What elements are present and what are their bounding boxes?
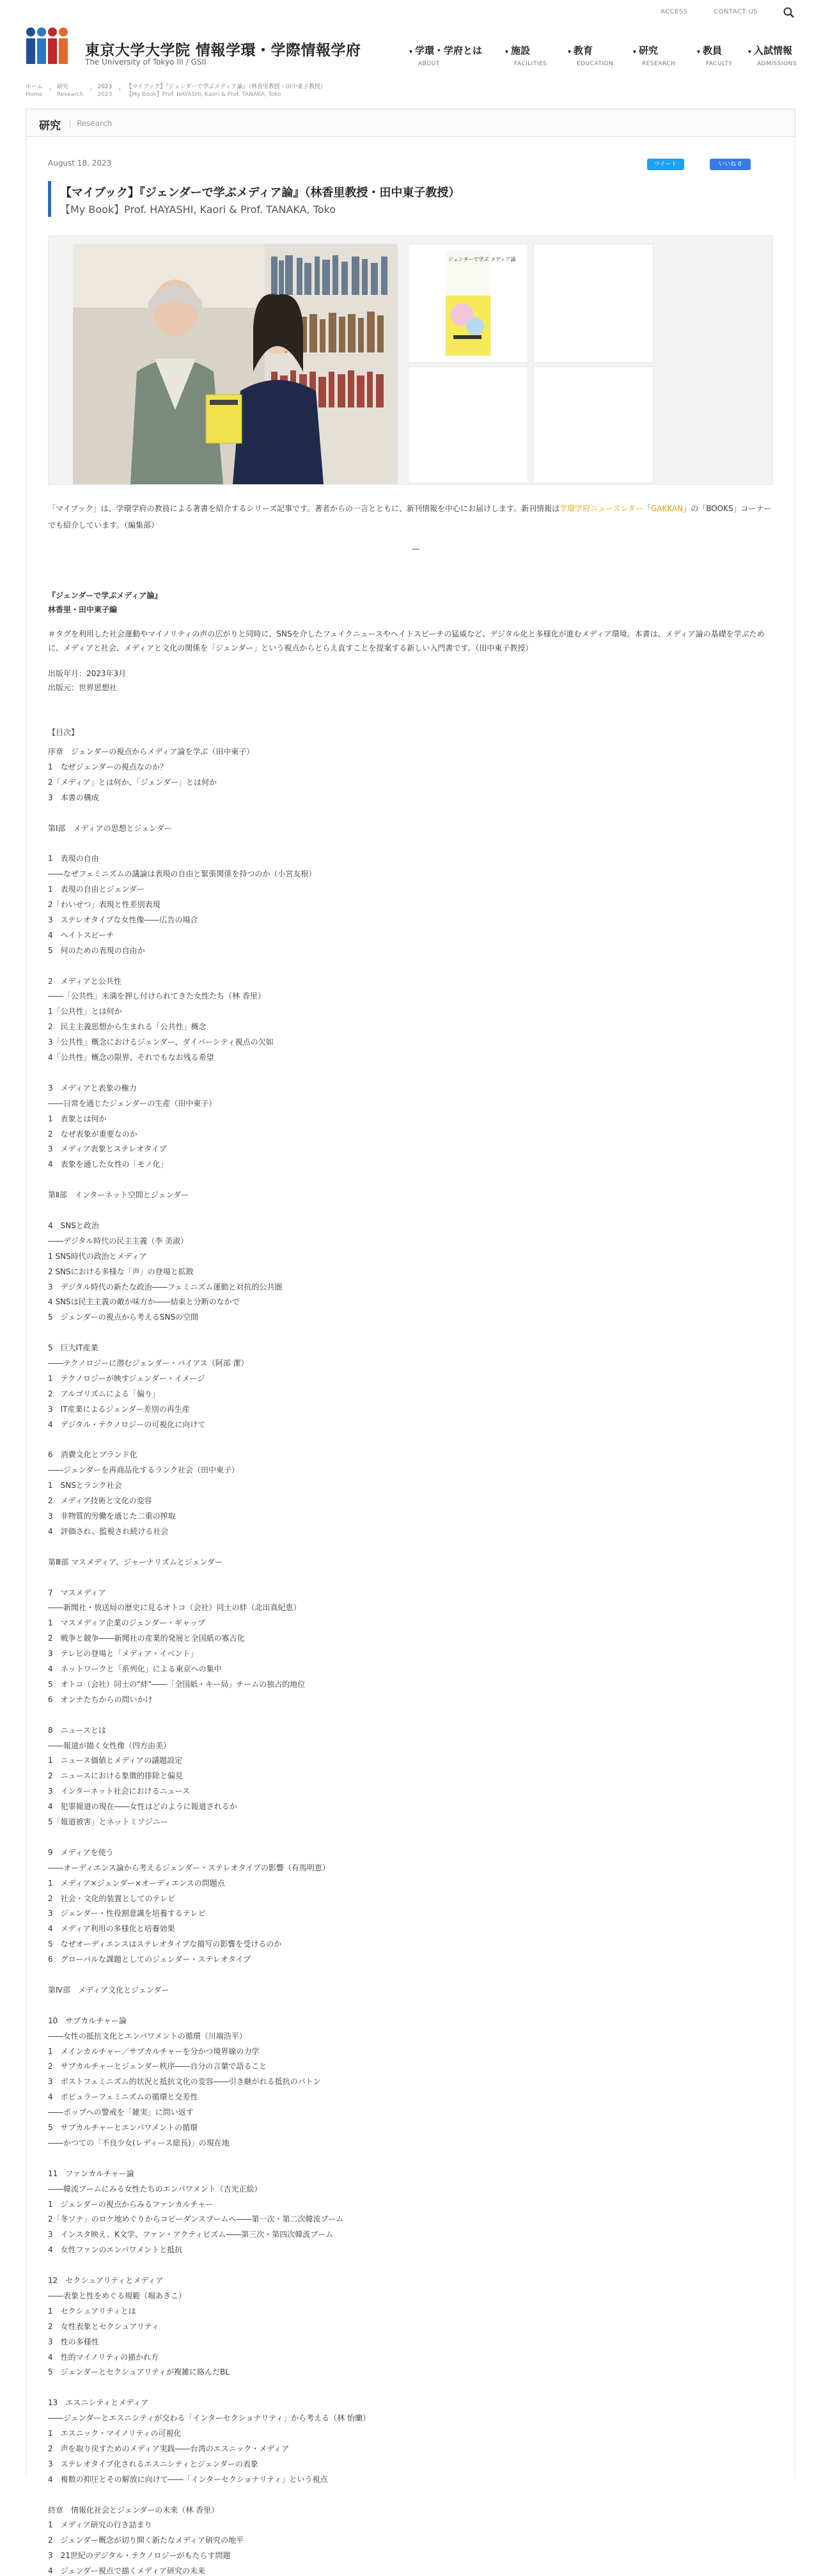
toc-line: ――かつての「不良少女(レディース総長)」の現在地 (48, 2138, 230, 2147)
gallery-thumbnail-empty (408, 367, 528, 483)
toc-line: 4 性的マイノリティの描かれ方 (48, 2353, 159, 2362)
toc-line: 4 SNSは民主主義の敵か味方か――結束と分断のなかで (48, 1297, 240, 1306)
book-cover-image (409, 244, 528, 362)
toc-line: ――テクノロジーに潜むジェンダー・バイアス（阿部 潔） (48, 1359, 249, 1368)
toc-line: 2 社会・文化的装置としてのテレビ (48, 1894, 176, 1903)
chevron-down-icon: ▾ (697, 49, 701, 56)
chevron-down-icon: ▾ (568, 49, 572, 56)
toc-line: 5 オトコ（会社）同士の"絆"――「全国紙・キー局」チームの独占的地位 (48, 1680, 306, 1689)
toc-line: 7 マスメディア (48, 1588, 106, 1597)
toc-line: 2 民主主義思想から生まれる「公共性」概念 (48, 1022, 207, 1031)
toc-line: 4 表象を通した女性の「モノ化」 (48, 1160, 168, 1169)
toc-line: 4 ポピュラーフェミニズムの循環と交差性 (48, 2092, 198, 2101)
nav-facilities[interactable]: ▾ 施設 FACILITIES (505, 45, 547, 67)
brand-title[interactable]: 東京大学大学院 情報学環・学際情報学府 (85, 42, 361, 59)
publication-date: 出版年月：2023年3月 (48, 669, 127, 678)
toc-line: 2 メディアと公共性 (48, 977, 121, 986)
toc-line: 8 ニュースとは (48, 1726, 107, 1735)
authors-photo[interactable] (73, 244, 398, 484)
book-cover-title: ジェンダーで学ぶ メディア論 (448, 257, 516, 262)
toc-line: 2 女性表象とセクシュアリティ (48, 2322, 159, 2331)
toc-line: 2「わいせつ」表現と性差別表現 (48, 900, 160, 909)
toc-line: 2 SNSにおける多様な「声」の登場と拡散 (48, 1267, 194, 1276)
toc-line: 1「公共性」とは何か (48, 1007, 122, 1016)
utility-bar (0, 0, 821, 26)
toc-line: ――なぜフェミニズムの議論は表現の自由と緊張関係を持つのか（小宮友根） (48, 869, 317, 878)
nav-about[interactable]: ▾ 学環・学府とは ABOUT (409, 45, 483, 67)
toc-line: 1 テクノロジーが映すジェンダー・イメージ (48, 1374, 205, 1383)
toc-line: ――日常を通じたジェンダーの生産（田中東子） (48, 1099, 217, 1108)
toc-line: 4 SNSと政治 (48, 1221, 99, 1230)
toc-line: 2 戦争と競争――新聞社の産業的発展と全国紙の寡占化 (48, 1634, 245, 1643)
section-header (26, 109, 795, 137)
toc-line: 終章 情報化社会とジェンダーの未来（林 香里） (48, 2506, 219, 2515)
brand-subtitle: The University of Tokyo III / GSII (85, 58, 207, 67)
toc-line: 第Ⅲ部 マスメディア、ジャーナリズムとジェンダー (48, 1558, 223, 1567)
toc-line: ――韓流ブームにみる女性たちのエンパワメント（吉光正絵） (48, 2185, 262, 2193)
toc-line: ――表象と性をめぐる規範（堀あきこ） (48, 2291, 187, 2300)
toc-line: 2 声を取り戻すためのメディア実践――台湾のエスニック・メディア (48, 2444, 290, 2453)
toc-heading: 【目次】 (48, 728, 79, 737)
breadcrumb (26, 83, 340, 99)
title-accent (48, 181, 51, 217)
toc-line: 1 SNSとランク社会 (48, 1481, 122, 1490)
toc-line: 1 表現の自由 (48, 854, 99, 863)
toc-line: 2 アルゴリズムによる「偏り」 (48, 1389, 160, 1398)
toc-line: 4 デジタル・テクノロジーの可視化に向けて (48, 1420, 206, 1429)
toc-line: 1 SNS時代の政治とメディア (48, 1252, 147, 1261)
toc-line: 13 エスニシティとメディア (48, 2398, 149, 2407)
toc-line: 4 ヘイトスピーチ (48, 931, 114, 940)
toc-line: 1 表現の自由とジェンダー (48, 885, 145, 894)
section-subtitle: Research (70, 119, 112, 128)
access-link[interactable]: ACCESS (661, 8, 688, 15)
toc-line: 9 メディアを使う (48, 1848, 114, 1857)
toc-line: 1 エスニック・マイノリティの可視化 (48, 2429, 182, 2438)
toc-line: 4 複数の抑圧とその解放に向けて――「インターセクショナリティ」という視点 (48, 2475, 328, 2484)
toc-line: 3 メディアと表象の権力 (48, 1084, 137, 1093)
publisher: 出版元：世界思想社 (48, 683, 118, 692)
toc-line: 3 テレビの登場と「メディア・イベント」 (48, 1649, 198, 1658)
book-title: 『ジェンダーで学ぶメディア論』 (48, 591, 162, 600)
toc-line: 2 メディア技術と文化の変容 (48, 1496, 152, 1505)
toc-line: 4 メディア利用の多様化と培養効果 (48, 1924, 175, 1933)
toc-line: 11 ファンカルチャー論 (48, 2169, 134, 2178)
toc-line: ――ジェンダーを再商品化するランク社会（田中東子） (48, 1466, 240, 1474)
toc-line: ――ポップへの警戒を「雑実」に問い返す (48, 2108, 194, 2117)
nav-education[interactable]: ▾ 教育 EDUCATION (568, 45, 614, 67)
toc-line: 4 ジェンダー視点で描くメディア研究の未来 (48, 2566, 205, 2575)
toc-line: 2 ジェンダー概念が切り開く新たなメディア研究の地平 (48, 2536, 244, 2545)
toc-line: 3 性の多様性 (48, 2337, 99, 2346)
toc-line: 3 ステレオタイプ化されるエスニシティとジェンダーの表象 (48, 2460, 258, 2469)
toc-line: 3 メディア表象とステレオタイプ (48, 1144, 167, 1153)
toc-line: 1 表象とは何か (48, 1114, 107, 1123)
toc-line: ――デジタル時代の民主主義（李 美淑） (48, 1237, 189, 1245)
chevron-down-icon: ▾ (748, 49, 752, 56)
chevron-down-icon: ▾ (505, 49, 509, 56)
photo-gallery (48, 235, 773, 485)
chevron-down-icon: ▾ (633, 49, 637, 56)
toc-line: 5 なぜオーディエンスはステレオタイプな描写の影響を受けるのか (48, 1940, 282, 1948)
toc-line: 6 オンナたちからの問いかけ (48, 1695, 153, 1704)
newsletter-link[interactable]: 学環学府ニューズレター (559, 504, 643, 513)
breadcrumb-current: 【マイブック】『ジェンダーで学ぶメディア論』（林香里教授・田中東子教授） 【My Book】Prof. HAYASHI, Kaori & Prof. TANAKA, Toko (126, 84, 326, 98)
authors-photo-image (73, 244, 398, 484)
toc-line: 5 何のための表現の自由か (48, 946, 145, 955)
toc-line: 2 サブカルチャーとジェンダー秩序――自分の言葉で語ること (48, 2062, 267, 2071)
toc-line: 第Ⅰ部 メディアの思想とジェンダー (48, 824, 172, 833)
contact-link[interactable]: CONTACT US (714, 8, 758, 15)
post-date: August 18, 2023 (48, 159, 112, 168)
toc-line: 3 ジェンダー・性役割意識を培養するテレビ (48, 1909, 206, 1918)
toc-line: 3 IT産業によるジェンダー差別の再生産 (48, 1405, 190, 1414)
toc-line: 1 メディア×ジェンダー×オーディエンスの問題点 (48, 1879, 225, 1888)
toc-line: ――「公共性」未満を押し付けられてきた女性たち（林 香里） (48, 992, 265, 1000)
toc-line: 3 インスタ映え、K文学、ファン・アクティビズム――第三次・第四次韓流ブーム (48, 2230, 333, 2239)
breadcrumb-research[interactable]: 研究 Research › (57, 83, 97, 99)
toc-line: 第Ⅱ部 インターネット空間とジェンダー (48, 1190, 189, 1199)
toc-line: 1 なぜジェンダーの視点なのか？ (48, 763, 168, 771)
toc-line: 3 非物質的労働を通じた二重の搾取 (48, 1512, 176, 1521)
toc-line: 3 デジタル時代の新たな政治――フェミニズム運動と対抗的公共圏 (48, 1283, 283, 1292)
section-title: 研究 (39, 120, 61, 132)
toc-line: 3 ステレオタイプな女性像――広告の場合 (48, 915, 198, 924)
toc-line: 2 ニュースにおける象徴的排除と偏見 (48, 1771, 184, 1780)
breadcrumb-year[interactable]: 2023 2023 › (97, 83, 126, 99)
book-authors: 林香里・田中東子編 (48, 605, 118, 614)
toc-line: 5「報道被害」とネットミソジニー (48, 1817, 168, 1826)
like-button[interactable]: いいね 0 (710, 159, 751, 170)
page-title-en: 【My Book】Prof. HAYASHI, Kaori & Prof. TANAKA, Toko (60, 203, 336, 216)
toc-line: ――新聞社・放送局の歴史に見るオトコ（会社）同士の絆（北出真紀恵） (48, 1603, 301, 1612)
toc-line: 4 犯罪報道の現在――女性はどのように報道されるか (48, 1802, 237, 1811)
toc-line: 3 21世紀のデジタル・テクノロジーがもたらす問題 (48, 2551, 231, 2560)
toc-line: 4 ネットワークと「系列化」による東京への集中 (48, 1664, 222, 1673)
logo-icon[interactable] (26, 26, 75, 65)
toc-line: 序章 ジェンダーの視点からメディア論を学ぶ（田中東子） (48, 747, 254, 756)
toc-line: 3「公共性」概念におけるジェンダー、ダイバーシティ視点の欠如 (48, 1038, 274, 1047)
toc-line: ――オーディエンス論から考えるジェンダー・ステレオタイプの影響（有馬明恵） (48, 1863, 330, 1872)
gallery-thumbnail-empty (533, 244, 653, 363)
toc-line: 5 ジェンダーの視点から考えるSNSの空間 (48, 1313, 199, 1322)
toc-line: 6 消費文化とブランド化 (48, 1450, 137, 1459)
toc-line: 4「公共性」概念の限界、それでもなお残る希望 (48, 1053, 214, 1062)
toc-line: 2 なぜ表象が重要なのか (48, 1130, 137, 1139)
toc-line: 5 ジェンダーとセクシュアリティが複雑に絡んだBL (48, 2367, 230, 2376)
toc-line: 2「メディア」とは何か、「ジェンダー」とは何か (48, 778, 217, 787)
toc-line: 4 女性ファンのエンパワメントと抵抗 (48, 2245, 183, 2254)
toc-line: ――ジェンダーとエスニシティが交わる「インターセクショナリティ」から考える（林 怡蘭） (48, 2414, 370, 2422)
toc-line: 5 巨大IT産業 (48, 1343, 98, 1352)
tweet-button[interactable]: ツイート (647, 159, 684, 170)
nav-faculty[interactable]: ▾ 教員 FACULTY (697, 45, 733, 67)
toc-line: 1 メディア研究の行き詰まり (48, 2520, 152, 2529)
nav-admissions[interactable]: ▾ 入試情報 ADMISSIONS (748, 45, 797, 67)
toc-line: 1 マスメディア企業のジェンダー・ギャップ (48, 1618, 205, 1627)
toc-line: 4 評価され、監視され続ける社会 (48, 1527, 169, 1536)
toc-line: 6 グローバルな課題としてのジェンダー・ステレオタイプ (48, 1955, 251, 1964)
toc-line: 3 本書の構成 (48, 793, 99, 802)
toc-line: 12 セクシュアリティとメディア (48, 2276, 164, 2285)
breadcrumb-home[interactable]: ホーム Home › (26, 83, 57, 99)
nav-research[interactable]: ▾ 研究 RESEARCH (633, 45, 676, 67)
book-cover-thumbnail[interactable] (408, 244, 528, 363)
toc-line: 1 セクシュアリティとは (48, 2307, 136, 2316)
gakkan-link[interactable]: GAKKAN (650, 504, 684, 513)
search-icon[interactable] (783, 6, 795, 19)
toc-line: ――女性の抵抗文化とエンパワメントの循環（川端浩平） (48, 2032, 247, 2041)
toc-line: 1 ジェンダーの視点からみるファンカルチャー (48, 2200, 214, 2209)
toc-line: 5 サブカルチャーとエンパワメントの循環 (48, 2123, 198, 2132)
toc-line: 1 メインカルチャー／サブカルチャーを分かつ境界線の力学 (48, 2047, 260, 2056)
toc-line: 第Ⅳ部 メディア文化とジェンダー (48, 1986, 169, 1995)
toc-line: 3 ポストフェミニズム的状況と抵抗文化の変容――引き継がれる抵抗のバトン (48, 2077, 321, 2086)
chevron-down-icon: ▾ (409, 49, 413, 56)
toc-line: ――報道が描く女性像（四方由美） (48, 1741, 171, 1750)
book-summary: ＃タグを利用した社会運動やマイノリティの声の広がりと同時に、SNSを介したフェイクニュースやヘイトスピーチの猛威など、デジタル化と多様化が進むメディア環境。本書は、メディア論の基礎を学ぶために、メディアと社会、メディアと文化の関係を「ジェンダー」という視点からとらえ直すことを提案する新しい入門書です。（田中東子教授） (48, 629, 765, 652)
gallery-thumbnail-empty (533, 367, 653, 483)
intro-paragraph: 「マイブック」は、学環学府の教員による著書を紹介するシリーズ記事です。著者からの一言とともに、新刊情報を中心にお届けします。新刊情報は学環学府ニューズレター「GAKKAN」の「BOOKS」コーナーでも紹介しています。（編集部） (48, 504, 772, 530)
toc-line: 3 インターネット社会におけるニュース (48, 1787, 190, 1796)
toc-line: 2「冬ソナ」のロケ地めぐりからコピーダンスブームへ――第一次・第二次韓流ブーム (48, 2215, 344, 2224)
page-title: 【マイブック】『ジェンダーで学ぶメディア論』（林香里教授・田中東子教授） (60, 186, 460, 200)
toc-line: 1 ニュース価値とメディアの議題設定 (48, 1756, 183, 1765)
toc-line: 10 サブカルチャー論 (48, 2016, 127, 2025)
